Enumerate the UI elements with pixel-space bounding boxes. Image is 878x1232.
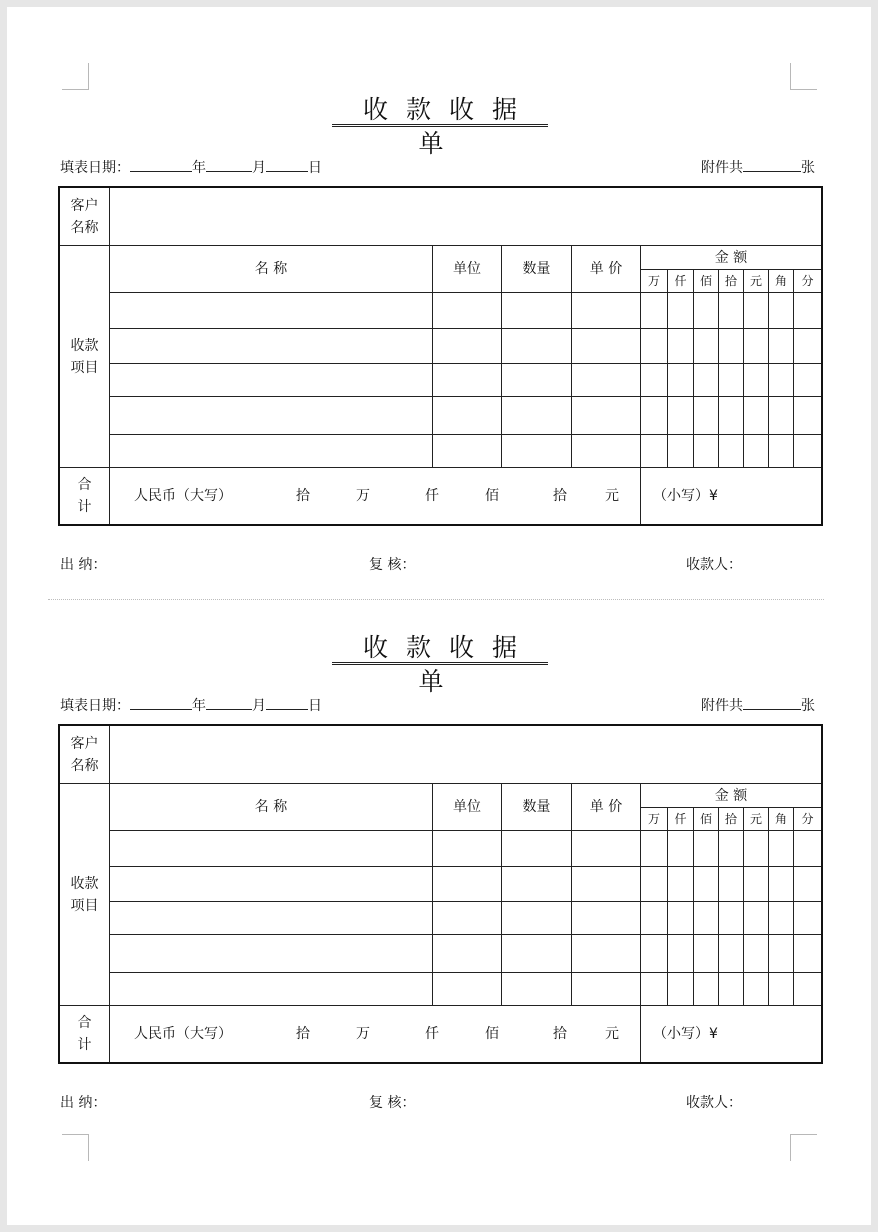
item-name-cell[interactable] xyxy=(110,329,432,363)
digit-header: 元 xyxy=(749,274,762,288)
column-divider xyxy=(743,269,744,467)
payee-label: 收款人： xyxy=(686,1095,742,1111)
item-name-cell[interactable] xyxy=(110,831,432,866)
total-label: 合计 xyxy=(77,477,92,515)
column-divider xyxy=(718,807,719,1005)
month-field[interactable] xyxy=(206,694,252,710)
header-unit-price: 单 价 xyxy=(589,261,623,277)
attachment-suffix: 张 xyxy=(801,160,815,176)
customer-name-label: 客户名称 xyxy=(70,197,99,236)
reviewer-label: 复 核： xyxy=(369,1095,416,1111)
digit-header: 角 xyxy=(774,274,787,288)
digit-header: 仟 xyxy=(674,812,687,826)
digit-header: 分 xyxy=(801,812,814,826)
date-label: 填表日期： xyxy=(60,698,130,714)
year-label: 年 xyxy=(192,698,206,714)
digit-header: 佰 xyxy=(699,812,712,826)
fill-date-line xyxy=(60,694,322,716)
year-field[interactable] xyxy=(130,156,192,172)
header-quantity: 数量 xyxy=(522,261,551,277)
item-name-cell[interactable] xyxy=(110,293,432,328)
rmb-uppercase-label: 人民币（大写） xyxy=(134,1026,232,1042)
year-label: 年 xyxy=(192,160,206,176)
attachment-count-field[interactable] xyxy=(743,694,801,710)
month-label: 月 xyxy=(252,160,266,176)
rmb-uppercase-label: 人民币（大写） xyxy=(134,488,232,504)
column-divider xyxy=(667,807,668,1005)
header-amount: 金 额 xyxy=(714,787,748,804)
receipt-table xyxy=(58,186,823,526)
day-label: 日 xyxy=(308,160,322,176)
month-label: 月 xyxy=(252,698,266,714)
item-name-cell[interactable] xyxy=(110,973,432,1005)
uppercase-unit: 元 xyxy=(605,488,619,504)
header-quantity: 数量 xyxy=(522,799,551,815)
header-unit: 单位 xyxy=(453,799,481,815)
uppercase-unit: 万 xyxy=(356,1026,370,1042)
item-name-cell[interactable] xyxy=(110,397,432,434)
digit-header: 万 xyxy=(647,274,660,288)
column-divider xyxy=(667,269,668,467)
items-label: 收款项目 xyxy=(70,875,99,914)
items-label: 收款项目 xyxy=(70,337,99,376)
attachment-count-line xyxy=(701,156,815,178)
customer-name-field[interactable] xyxy=(110,726,821,783)
header-amount: 金 额 xyxy=(714,249,748,266)
margin-corner-mark xyxy=(62,1134,89,1161)
column-divider xyxy=(693,269,694,467)
uppercase-unit: 佰 xyxy=(485,488,499,504)
day-field[interactable] xyxy=(266,156,308,172)
digit-header: 拾 xyxy=(724,812,737,826)
header-unit-price: 单 价 xyxy=(589,799,623,815)
cashier-label: 出 纳： xyxy=(60,557,107,573)
uppercase-unit: 拾 xyxy=(553,1026,567,1042)
attachment-count-line xyxy=(701,694,815,716)
customer-name-label: 客户名称 xyxy=(70,735,99,774)
receipt-form xyxy=(0,0,878,573)
margin-corner-mark xyxy=(790,1134,817,1161)
month-field[interactable] xyxy=(206,156,252,172)
attachment-prefix: 附件共 xyxy=(701,160,743,176)
header-name: 名 称 xyxy=(254,799,288,815)
item-name-cell[interactable] xyxy=(110,902,432,934)
year-field[interactable] xyxy=(130,694,192,710)
uppercase-unit: 仟 xyxy=(425,488,439,504)
attachment-count-field[interactable] xyxy=(743,156,801,172)
date-label: 填表日期： xyxy=(60,160,130,176)
reviewer-label: 复 核： xyxy=(369,557,416,573)
lowercase-amount-label: （小写）¥ xyxy=(653,1026,718,1042)
uppercase-unit: 拾 xyxy=(296,488,310,504)
payee-label: 收款人： xyxy=(686,557,742,573)
uppercase-unit: 万 xyxy=(356,488,370,504)
total-label: 合计 xyxy=(77,1015,92,1053)
uppercase-unit: 拾 xyxy=(553,488,567,504)
digit-header: 拾 xyxy=(724,274,737,288)
uppercase-unit: 仟 xyxy=(425,1026,439,1042)
item-name-cell[interactable] xyxy=(110,435,432,467)
digit-header: 分 xyxy=(801,274,814,288)
lowercase-amount-label: （小写）¥ xyxy=(653,488,718,504)
digit-header: 万 xyxy=(647,812,660,826)
uppercase-unit: 元 xyxy=(605,1026,619,1042)
fill-date-line xyxy=(60,156,322,178)
customer-name-field[interactable] xyxy=(110,188,821,245)
header-unit: 单位 xyxy=(453,261,481,277)
header-name: 名 称 xyxy=(254,261,288,277)
column-divider xyxy=(793,269,794,467)
item-name-cell[interactable] xyxy=(110,935,432,972)
attachment-prefix: 附件共 xyxy=(701,698,743,714)
column-divider xyxy=(793,807,794,1005)
column-divider xyxy=(768,269,769,467)
digit-header: 元 xyxy=(749,812,762,826)
item-name-cell[interactable] xyxy=(110,867,432,901)
day-label: 日 xyxy=(308,698,322,714)
receipt-form xyxy=(0,538,878,1111)
column-divider xyxy=(718,269,719,467)
receipt-title: 收款收据单 xyxy=(332,93,548,127)
digit-header: 仟 xyxy=(674,274,687,288)
day-field[interactable] xyxy=(266,694,308,710)
column-divider xyxy=(693,807,694,1005)
item-name-cell[interactable] xyxy=(110,364,432,396)
column-divider xyxy=(743,807,744,1005)
receipt-table xyxy=(58,724,823,1064)
column-divider xyxy=(768,807,769,1005)
uppercase-unit: 拾 xyxy=(296,1026,310,1042)
cashier-label: 出 纳： xyxy=(60,1095,107,1111)
digit-header: 角 xyxy=(774,812,787,826)
digit-header: 佰 xyxy=(699,274,712,288)
attachment-suffix: 张 xyxy=(801,698,815,714)
receipt-title: 收款收据单 xyxy=(332,631,548,665)
uppercase-unit: 佰 xyxy=(485,1026,499,1042)
